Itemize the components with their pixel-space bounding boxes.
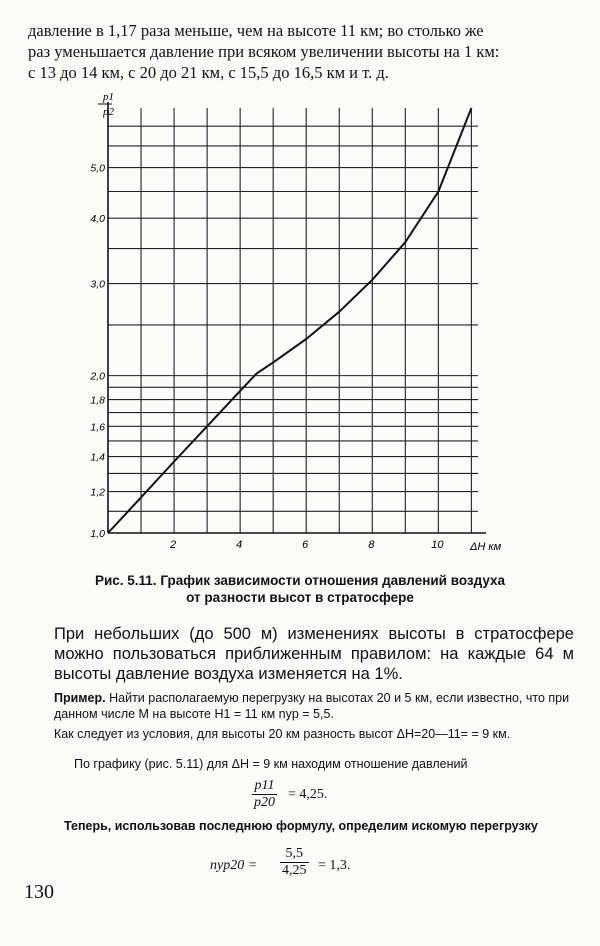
example-label: Пример.: [54, 691, 106, 705]
chart-axes: [108, 102, 486, 533]
y-tick-label: 1,2: [90, 486, 105, 499]
formula-2-lhs: nyр20 =: [210, 858, 258, 873]
y-tick-label: 5,0: [90, 162, 105, 175]
chart-series: [108, 108, 471, 533]
example-line-2: Как следует из условия, для высоты 20 км разность высот ΔH=20—11= = 9 км.: [54, 727, 511, 741]
formula-1-numerator: p11: [252, 778, 277, 795]
example-text: Найти располагаемую перегрузку на высотах 20 и 5 км, если известно, что при данном числе M на высоте H1 = 11 км nyр = 5,5.: [54, 691, 570, 721]
x-tick-label: 6: [302, 539, 309, 551]
top-paragraph-line-2: раз уменьшается давление при всяком увеличении высоты на 1 км:: [28, 42, 500, 61]
formula-1-result: = 4,25.: [288, 787, 328, 802]
formula-2-fraction: [280, 846, 309, 879]
formula-2-denominator: 4,25: [282, 863, 307, 878]
x-tick-label: 10: [431, 539, 444, 551]
caption-line-2: от разности высот в стратосфере: [186, 590, 414, 605]
y-tick-label: 4,0: [90, 213, 105, 226]
page-number: 130: [24, 881, 54, 903]
formula-2-result: = 1,3.: [318, 858, 351, 873]
formula-2-numerator: 5,5: [280, 846, 309, 863]
top-paragraph-line-1: давление в 1,17 раза меньше, чем на высоте 11 км; во столько же: [28, 21, 484, 40]
top-paragraph-line-3: с 13 до 14 км, с 20 до 21 км, с 15,5 до 16,5 км и т. д.: [28, 63, 389, 82]
series-line-pressure-ratio: [108, 108, 471, 533]
formula-1-denominator: p20: [254, 795, 275, 810]
y-axis-label-numerator: p1: [103, 91, 114, 103]
pressure-ratio-chart: [0, 86, 600, 566]
x-axis-label: ΔH км: [470, 541, 502, 553]
y-tick-label: 1,6: [90, 421, 105, 434]
formula-1-fraction: [252, 778, 277, 811]
y-tick-label: 1,0: [90, 528, 105, 540]
paragraph-rule: При небольших (до 500 м) изменениях высоты в стратосфере можно пользоваться приближенным правилом: на каждые 64 м высоты давление воздуха изменяется на 1%.: [54, 625, 574, 683]
x-tick-label: 8: [368, 539, 375, 551]
chart-tick-labels: [89, 163, 444, 551]
y-tick-label: 3,0: [90, 278, 105, 291]
top-paragraph: [28, 20, 578, 83]
y-axis-label-denominator: p2: [103, 106, 114, 118]
y-tick-label: 1,8: [90, 394, 105, 407]
y-tick-label: 2,0: [90, 370, 105, 383]
example-line-4: Теперь, использовав последнюю формулу, определим искомую перегрузку: [64, 819, 538, 833]
x-tick-label: 2: [170, 539, 177, 551]
example-line-3: По графику (рис. 5.11) для ΔH = 9 км находим отношение давлений: [74, 757, 468, 771]
example-paragraph: [54, 690, 576, 722]
caption-label: Рис. 5.11.: [94, 573, 157, 588]
caption-line-1: График зависимости отношения давлений воздуха: [160, 573, 506, 588]
chart-grid: [108, 108, 478, 533]
y-tick-label: 1,4: [90, 451, 105, 464]
chart-axis-labels: [98, 91, 502, 553]
figure-caption: [0, 572, 600, 606]
x-tick-label: 4: [236, 539, 243, 551]
